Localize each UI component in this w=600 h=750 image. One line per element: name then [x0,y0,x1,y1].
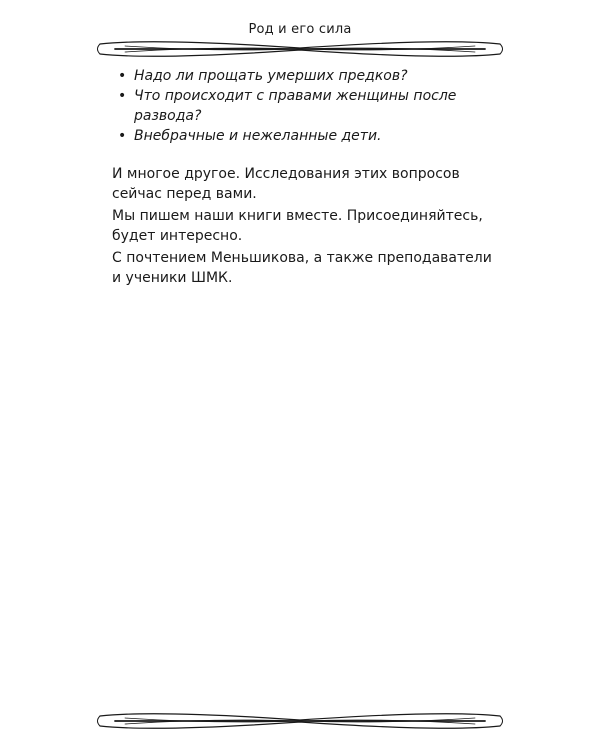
running-title: Род и его сила [248,22,352,37]
paragraph: Мы пишем наши книги вместе. Присоединяйтесь, будет интересно. [112,208,483,244]
paragraph: С почтением Меньшикова, а также преподаватели и ученики ШМК. [112,250,492,286]
list-item-text: Что происходит с правами женщины после развода? [134,88,457,124]
page-body [112,66,502,290]
list-item-text: Надо ли прощать умерших предков? [134,68,408,84]
list-item [112,86,502,126]
bullet-marker: • [118,88,127,104]
top-ornament [95,34,505,64]
list-item-text: Внебрачные и нежеланные дети. [134,128,382,144]
paragraph: И многое другое. Исследования этих вопросов сейчас перед вами. [112,166,460,202]
bullet-list [112,66,502,146]
bullet-marker: • [118,68,127,84]
bottom-ornament [95,706,505,736]
body-paragraphs [112,164,502,288]
bullet-marker: • [118,128,127,144]
list-item [112,66,502,86]
list-item [112,126,502,146]
